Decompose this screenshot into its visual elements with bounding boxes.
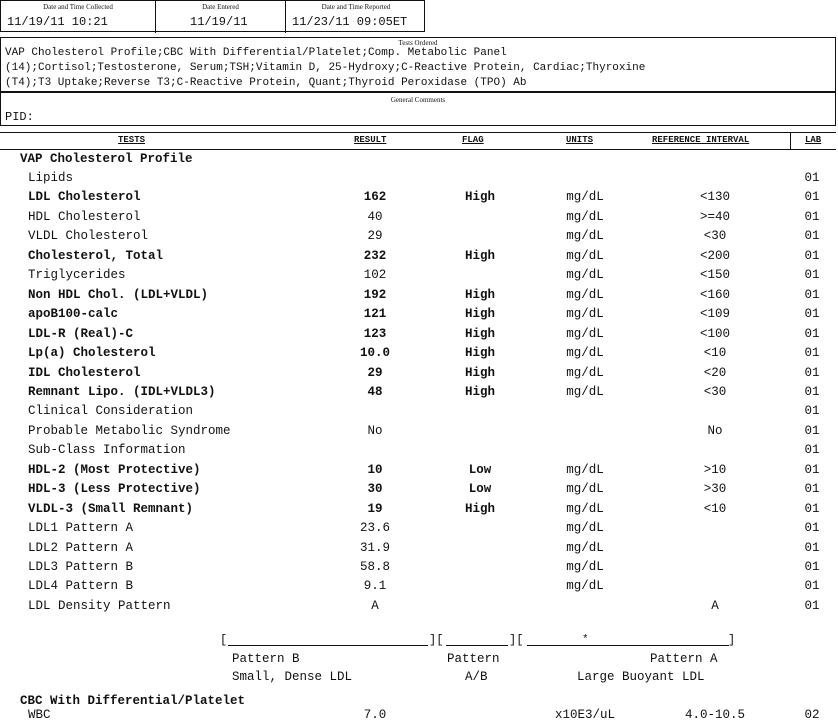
test-lab: 01 bbox=[804, 579, 820, 593]
test-name: LDL Cholesterol bbox=[28, 190, 141, 204]
column-header bbox=[0, 132, 836, 150]
test-flag: High bbox=[464, 366, 495, 380]
result-row bbox=[0, 443, 838, 462]
collected-cell bbox=[1, 1, 156, 33]
test-result: 29 bbox=[367, 229, 383, 243]
test-units: mg/dL bbox=[566, 268, 604, 282]
test-name: HDL-3 (Less Protective) bbox=[28, 482, 201, 496]
test-result: 162 bbox=[363, 190, 387, 204]
result-row bbox=[0, 210, 838, 229]
wbc-row bbox=[0, 708, 838, 727]
test-lab: 01 bbox=[804, 229, 820, 243]
test-lab: 01 bbox=[804, 366, 820, 380]
test-lab: 01 bbox=[804, 171, 820, 185]
test-units: mg/dL bbox=[566, 482, 604, 496]
test-name: VLDL Cholesterol bbox=[28, 229, 149, 243]
test-units: mg/dL bbox=[566, 463, 604, 477]
test-lab: 01 bbox=[804, 268, 820, 282]
test-result: 192 bbox=[363, 288, 387, 302]
test-flag: High bbox=[464, 327, 495, 341]
section-cbc-title: CBC With Differential/Platelet bbox=[20, 694, 246, 708]
test-result: 102 bbox=[363, 268, 387, 282]
test-result: 40 bbox=[367, 210, 383, 224]
test-flag: High bbox=[464, 307, 495, 321]
test-name: VLDL-3 (Small Remnant) bbox=[28, 502, 194, 516]
col-reference: REFERENCE INTERVAL bbox=[652, 135, 750, 145]
test-name: HDL Cholesterol bbox=[28, 210, 141, 224]
tests-ordered-line-2: (14);Cortisol;Testosterone, Serum;TSH;Vitamin D, 25-Hydroxy;C-Reactive Protein, Cardiac;Thyroxine bbox=[5, 62, 646, 74]
test-reference: >10 bbox=[703, 463, 727, 477]
test-result: 232 bbox=[363, 249, 387, 263]
reported-value: 11/23/11 09:05ET bbox=[292, 15, 408, 29]
test-result: 48 bbox=[367, 385, 383, 399]
test-lab: 01 bbox=[804, 307, 820, 321]
reported-caption: Date and Time Reported bbox=[321, 3, 391, 11]
test-units: mg/dL bbox=[566, 210, 604, 224]
tests-ordered-line-1: VAP Cholesterol Profile;CBC With Differential/Platelet;Comp. Metabolic Panel bbox=[5, 47, 507, 59]
scale-bracket-mid1: ][ bbox=[429, 633, 444, 647]
pattern-a-sub: Large Buoyant LDL bbox=[577, 670, 705, 684]
test-result: 58.8 bbox=[359, 560, 390, 574]
test-name: LDL-R (Real)-C bbox=[28, 327, 134, 341]
test-reference: <30 bbox=[703, 385, 727, 399]
wbc-result: 7.0 bbox=[363, 708, 387, 722]
test-lab: 01 bbox=[804, 502, 820, 516]
test-name: Lp(a) Cholesterol bbox=[28, 346, 156, 360]
test-result: 10 bbox=[367, 463, 383, 477]
test-lab: 01 bbox=[804, 288, 820, 302]
test-result: 29 bbox=[367, 366, 383, 380]
test-reference: >=40 bbox=[699, 210, 730, 224]
result-row bbox=[0, 579, 838, 598]
test-result: 123 bbox=[363, 327, 387, 341]
result-row bbox=[0, 346, 838, 365]
result-row bbox=[0, 502, 838, 521]
test-units: mg/dL bbox=[566, 366, 604, 380]
scale-line-ab bbox=[446, 645, 508, 646]
test-units: mg/dL bbox=[566, 385, 604, 399]
test-name: Non HDL Chol. (LDL+VLDL) bbox=[28, 288, 209, 302]
wbc-name: WBC bbox=[28, 708, 51, 722]
test-flag: High bbox=[464, 190, 495, 204]
test-name: Clinical Consideration bbox=[28, 404, 194, 418]
pattern-ab-label: Pattern bbox=[447, 652, 500, 666]
tests-ordered-box bbox=[0, 37, 836, 92]
test-name: Lipids bbox=[28, 171, 74, 185]
result-row bbox=[0, 288, 838, 307]
test-units: mg/dL bbox=[566, 579, 604, 593]
test-lab: 01 bbox=[804, 424, 820, 438]
section-vap-title: VAP Cholesterol Profile bbox=[20, 152, 193, 166]
test-result: 23.6 bbox=[359, 521, 390, 535]
pid-label: PID: bbox=[5, 110, 34, 124]
pattern-marker: * bbox=[582, 634, 589, 646]
test-name: IDL Cholesterol bbox=[28, 366, 141, 380]
test-reference: <10 bbox=[703, 346, 727, 360]
test-lab: 01 bbox=[804, 482, 820, 496]
col-units: UNITS bbox=[566, 135, 594, 145]
test-name: LDL2 Pattern A bbox=[28, 541, 134, 555]
test-name: LDL1 Pattern A bbox=[28, 521, 134, 535]
test-name: LDL3 Pattern B bbox=[28, 560, 134, 574]
test-name: apoB100-calc bbox=[28, 307, 119, 321]
tests-ordered-line-3: (T4);T3 Uptake;Reverse T3;C-Reactive Protein, Quant;Thyroid Peroxidase (TPO) Ab bbox=[5, 77, 527, 89]
test-name: HDL-2 (Most Protective) bbox=[28, 463, 201, 477]
result-row bbox=[0, 327, 838, 346]
test-result: 10.0 bbox=[359, 346, 390, 360]
test-reference: <130 bbox=[699, 190, 730, 204]
test-result: 9.1 bbox=[363, 579, 387, 593]
test-lab: 01 bbox=[804, 190, 820, 204]
wbc-reference: 4.0-10.5 bbox=[684, 708, 745, 722]
test-name: Probable Metabolic Syndrome bbox=[28, 424, 231, 438]
test-result: No bbox=[367, 424, 383, 438]
pattern-b-label: Pattern B bbox=[232, 652, 300, 666]
test-result: 31.9 bbox=[359, 541, 390, 555]
test-reference: <150 bbox=[699, 268, 730, 282]
test-result: A bbox=[371, 599, 379, 613]
scale-bracket-mid2: ][ bbox=[509, 633, 524, 647]
test-result: 121 bbox=[363, 307, 387, 321]
test-units: mg/dL bbox=[566, 190, 604, 204]
test-lab: 01 bbox=[804, 443, 820, 457]
wbc-lab: 02 bbox=[804, 708, 820, 722]
test-lab: 01 bbox=[804, 541, 820, 555]
scale-bracket-right: ] bbox=[728, 633, 736, 647]
result-row bbox=[0, 190, 838, 209]
test-result: 19 bbox=[367, 502, 383, 516]
test-reference: <200 bbox=[699, 249, 730, 263]
entered-value: 11/19/11 bbox=[190, 15, 248, 29]
col-tests: TESTS bbox=[118, 135, 146, 145]
test-units: mg/dL bbox=[566, 249, 604, 263]
test-lab: 01 bbox=[804, 404, 820, 418]
test-lab: 01 bbox=[804, 327, 820, 341]
test-flag: Low bbox=[468, 482, 492, 496]
test-units: mg/dL bbox=[566, 307, 604, 321]
scale-line-a bbox=[527, 645, 729, 646]
test-reference: No bbox=[707, 424, 723, 438]
date-header bbox=[0, 0, 425, 32]
scale-bracket-left: [ bbox=[220, 633, 228, 647]
test-lab: 01 bbox=[804, 249, 820, 263]
result-row bbox=[0, 521, 838, 540]
test-lab: 01 bbox=[804, 599, 820, 613]
test-units: mg/dL bbox=[566, 560, 604, 574]
result-row bbox=[0, 366, 838, 385]
test-reference: <10 bbox=[703, 502, 727, 516]
test-flag: High bbox=[464, 288, 495, 302]
test-reference: <160 bbox=[699, 288, 730, 302]
test-lab: 01 bbox=[804, 560, 820, 574]
test-units: mg/dL bbox=[566, 541, 604, 555]
result-row bbox=[0, 424, 838, 443]
result-row bbox=[0, 482, 838, 501]
test-flag: Low bbox=[468, 463, 492, 477]
col-lab: LAB bbox=[805, 135, 822, 145]
test-result: 30 bbox=[367, 482, 383, 496]
test-reference: <30 bbox=[703, 229, 727, 243]
test-name: Cholesterol, Total bbox=[28, 249, 164, 263]
test-name: Triglycerides bbox=[28, 268, 126, 282]
test-units: mg/dL bbox=[566, 502, 604, 516]
pattern-b-sub: Small, Dense LDL bbox=[232, 670, 353, 684]
result-row bbox=[0, 385, 838, 404]
reported-cell bbox=[286, 1, 426, 33]
test-lab: 01 bbox=[804, 346, 820, 360]
test-reference: <109 bbox=[699, 307, 730, 321]
test-lab: 01 bbox=[804, 521, 820, 535]
test-flag: High bbox=[464, 249, 495, 263]
test-units: mg/dL bbox=[566, 327, 604, 341]
entered-caption: Date Entered bbox=[202, 3, 239, 11]
result-row bbox=[0, 171, 838, 190]
entered-cell bbox=[156, 1, 286, 33]
tests-ordered-caption: Tests Ordered bbox=[398, 39, 438, 47]
pattern-ab-sub: A/B bbox=[465, 670, 488, 684]
test-flag: High bbox=[464, 385, 495, 399]
col-flag: FLAG bbox=[462, 135, 484, 145]
test-flag: High bbox=[464, 502, 495, 516]
test-name: Sub-Class Information bbox=[28, 443, 186, 457]
general-comments-caption: General Comments bbox=[390, 96, 446, 104]
collected-value: 11/19/11 10:21 bbox=[7, 15, 108, 29]
test-lab: 01 bbox=[804, 463, 820, 477]
col-result: RESULT bbox=[354, 135, 387, 145]
test-name: Remnant Lipo. (IDL+VLDL3) bbox=[28, 385, 216, 399]
test-name: LDL Density Pattern bbox=[28, 599, 171, 613]
result-row bbox=[0, 307, 838, 326]
test-lab: 01 bbox=[804, 210, 820, 224]
test-units: mg/dL bbox=[566, 346, 604, 360]
test-flag: High bbox=[464, 346, 495, 360]
test-reference: <20 bbox=[703, 366, 727, 380]
result-row bbox=[0, 404, 838, 423]
col-divider bbox=[790, 133, 791, 149]
collected-caption: Date and Time Collected bbox=[43, 3, 113, 11]
pattern-a-label: Pattern A bbox=[650, 652, 718, 666]
wbc-units: x10E3/uL bbox=[554, 708, 615, 722]
test-reference: <100 bbox=[699, 327, 730, 341]
test-name: LDL4 Pattern B bbox=[28, 579, 134, 593]
test-units: mg/dL bbox=[566, 288, 604, 302]
test-reference: >30 bbox=[703, 482, 727, 496]
result-row bbox=[0, 541, 838, 560]
result-row bbox=[0, 249, 838, 268]
result-row bbox=[0, 463, 838, 482]
result-row bbox=[0, 560, 838, 579]
general-comments-box bbox=[0, 92, 836, 126]
test-reference: A bbox=[711, 599, 719, 613]
result-row bbox=[0, 229, 838, 248]
scale-line-b bbox=[228, 645, 428, 646]
result-row bbox=[0, 599, 838, 618]
result-row bbox=[0, 268, 838, 287]
test-units: mg/dL bbox=[566, 229, 604, 243]
test-units: mg/dL bbox=[566, 521, 604, 535]
test-lab: 01 bbox=[804, 385, 820, 399]
